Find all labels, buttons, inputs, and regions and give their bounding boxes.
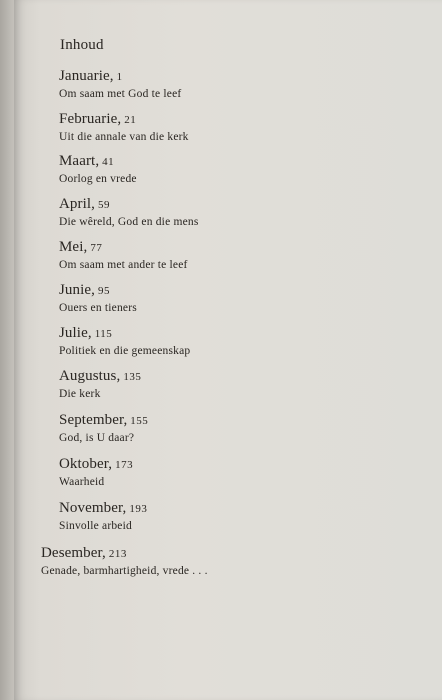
toc-entry-april xyxy=(59,196,199,229)
toc-month xyxy=(59,282,137,300)
month-label: Mei, xyxy=(59,239,88,255)
page-number: 95 xyxy=(98,285,111,297)
toc-month xyxy=(59,412,148,430)
book-page xyxy=(14,0,442,700)
month-label: Oktober, xyxy=(59,456,113,472)
toc-month xyxy=(59,68,181,86)
month-label: Januarie, xyxy=(59,68,114,84)
toc-subtitle: Ouers en tieners xyxy=(59,302,137,314)
page-number: 213 xyxy=(108,548,127,560)
month-label: November, xyxy=(59,500,127,516)
page-number: 155 xyxy=(130,415,149,427)
toc-subtitle: Sinvolle arbeid xyxy=(59,520,132,532)
toc-entry-november xyxy=(59,500,147,533)
toc-subtitle: Oorlog en vrede xyxy=(59,173,137,185)
month-label: Maart, xyxy=(59,153,100,169)
page-number: 173 xyxy=(115,459,134,471)
page-number: 21 xyxy=(124,114,137,126)
toc-month xyxy=(41,545,208,563)
page-number: 1 xyxy=(116,71,123,83)
month-label: Februarie, xyxy=(59,111,122,127)
toc-subtitle: Om saam met ander te leef xyxy=(59,259,188,271)
toc-subtitle: Waarheid xyxy=(59,476,105,488)
toc-subtitle: Genade, barmhartigheid, vrede . . . xyxy=(41,565,208,577)
toc-entry-maart xyxy=(59,153,137,186)
toc-entry-mei xyxy=(59,239,188,272)
toc-month xyxy=(59,500,147,518)
month-label: Julie, xyxy=(59,325,92,341)
toc-entry-augustus xyxy=(59,368,141,401)
toc-entry-desember xyxy=(41,545,208,578)
page-number: 115 xyxy=(94,328,113,340)
toc-entry-julie xyxy=(59,325,190,358)
toc-entry-februarie xyxy=(59,111,189,144)
toc-entry-september xyxy=(59,412,148,445)
toc-subtitle: God, is U daar? xyxy=(59,432,135,444)
month-label: April, xyxy=(59,196,96,212)
month-label: Augustus, xyxy=(59,368,121,384)
month-label: Desember, xyxy=(41,545,106,561)
toc-subtitle: Uit die annale van die kerk xyxy=(59,131,189,143)
toc-subtitle: Die kerk xyxy=(59,388,101,400)
toc-heading: Inhoud xyxy=(60,37,104,53)
toc-month xyxy=(59,325,190,343)
toc-entry-januarie xyxy=(59,68,181,101)
toc-month xyxy=(59,456,133,474)
toc-entry-oktober xyxy=(59,456,133,489)
book-spine-shadow xyxy=(0,0,14,700)
toc-subtitle: Om saam met God te leef xyxy=(59,88,182,100)
page-number: 193 xyxy=(129,503,148,515)
page-number: 59 xyxy=(98,199,111,211)
toc-subtitle: Politiek en die gemeenskap xyxy=(59,345,191,357)
toc-month xyxy=(59,111,189,129)
page-number: 41 xyxy=(102,156,115,168)
toc-subtitle: Die wêreld, God en die mens xyxy=(59,216,199,228)
page-number: 135 xyxy=(123,371,142,383)
page-number: 77 xyxy=(90,242,103,254)
toc-month xyxy=(59,153,137,171)
toc-month xyxy=(59,196,199,214)
toc-entry-junie xyxy=(59,282,137,315)
toc-month xyxy=(59,368,141,386)
toc-month xyxy=(59,239,188,257)
month-label: September, xyxy=(59,412,128,428)
month-label: Junie, xyxy=(59,282,96,298)
